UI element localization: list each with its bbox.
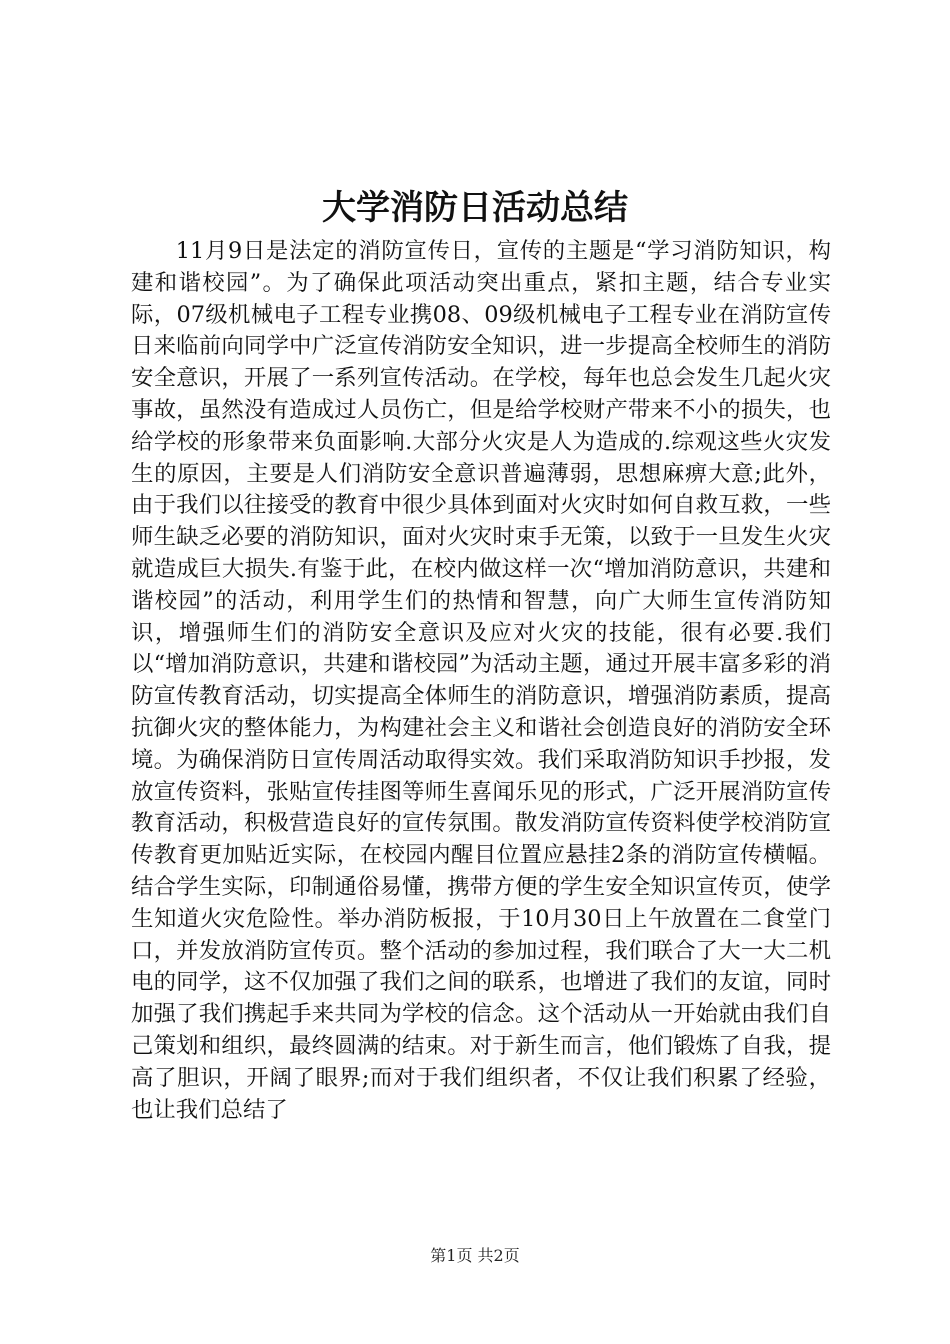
page-number-footer: 第1页 共2页: [430, 1246, 520, 1265]
document-title: 大学消防日活动总结: [322, 188, 628, 228]
document-body-paragraph: 11月9日是法定的消防宣传日，宣传的主题是“学习消防知识，构建和谐校园”。为了确保此项活动突出重点，紧扣主题，结合专业实际，07级机械电子工程专业携08、09级机械电子工程专业在消防宣传日来临前向同学中广泛宣传消防安全知识，进一步提高全校师生的消防安全意识，开展了一系列宣传活动。在学校，每年也总会发生几起火灾事故，虽然没有造成过人员伤亡，但是给学校财产带来不小的损失，也给学校的形象带来负面影响.大部分火灾是人为造成的.综观这些火灾发生的原因，主要是人们消防安全意识普遍薄弱，思想麻痹大意;此外，由于我们以往接受的教育中很少具体到面对火灾时如何自救互救，一些师生缺乏必要的消防知识，面对火灾时束手无策，以致于一旦发生火灾就造成巨大损失.有鉴于此，在校内做这样一次“增加消防意识，共建和谐校园”的活动，利用学生们的热情和智慧，向广大师生宣传消防知识，增强师生们的消防安全意识及应对火灾的技能，很有必要.我们以“增加消防意识，共建和谐校园”为活动主题，通过开展丰富多彩的消防宣传教育活动，切实提高全体师生的消防意识，增强消防素质，提高抗御火灾的整体能力，为构建社会主义和谐社会创造良好的消防安全环境。为确保消防日宣传周活动取得实效。我们采取消防知识手抄报，发放宣传资料，张贴宣传挂图等师生喜闻乐见的形式，广泛开展消防宣传教育活动，积极营造良好的宣传氛围。散发消防宣传资料使学校消防宣传教育更加贴近实际，在校园内醒目位置应悬挂2条的消防宣传横幅。结合学生实际，印制通俗易懂，携带方便的学生安全知识宣传页，使学生知道火灾危险性。举办消防板报，于10月30日上午放置在二食堂门口，并发放消防宣传页。整个活动的参加过程，我们联合了大一大二机电的同学，这不仅加强了我们之间的联系，也增进了我们的友谊，同时加强了我们携起手来共同为学校的信念。这个活动从一开始就由我们自己策划和组织，最终圆满的结束。对于新生而言，他们锻炼了自我，提高了胆识，开阔了眼界;而对于我们组织者，不仅让我们积累了经验，也让我们总结了: [131, 238, 831, 1123]
